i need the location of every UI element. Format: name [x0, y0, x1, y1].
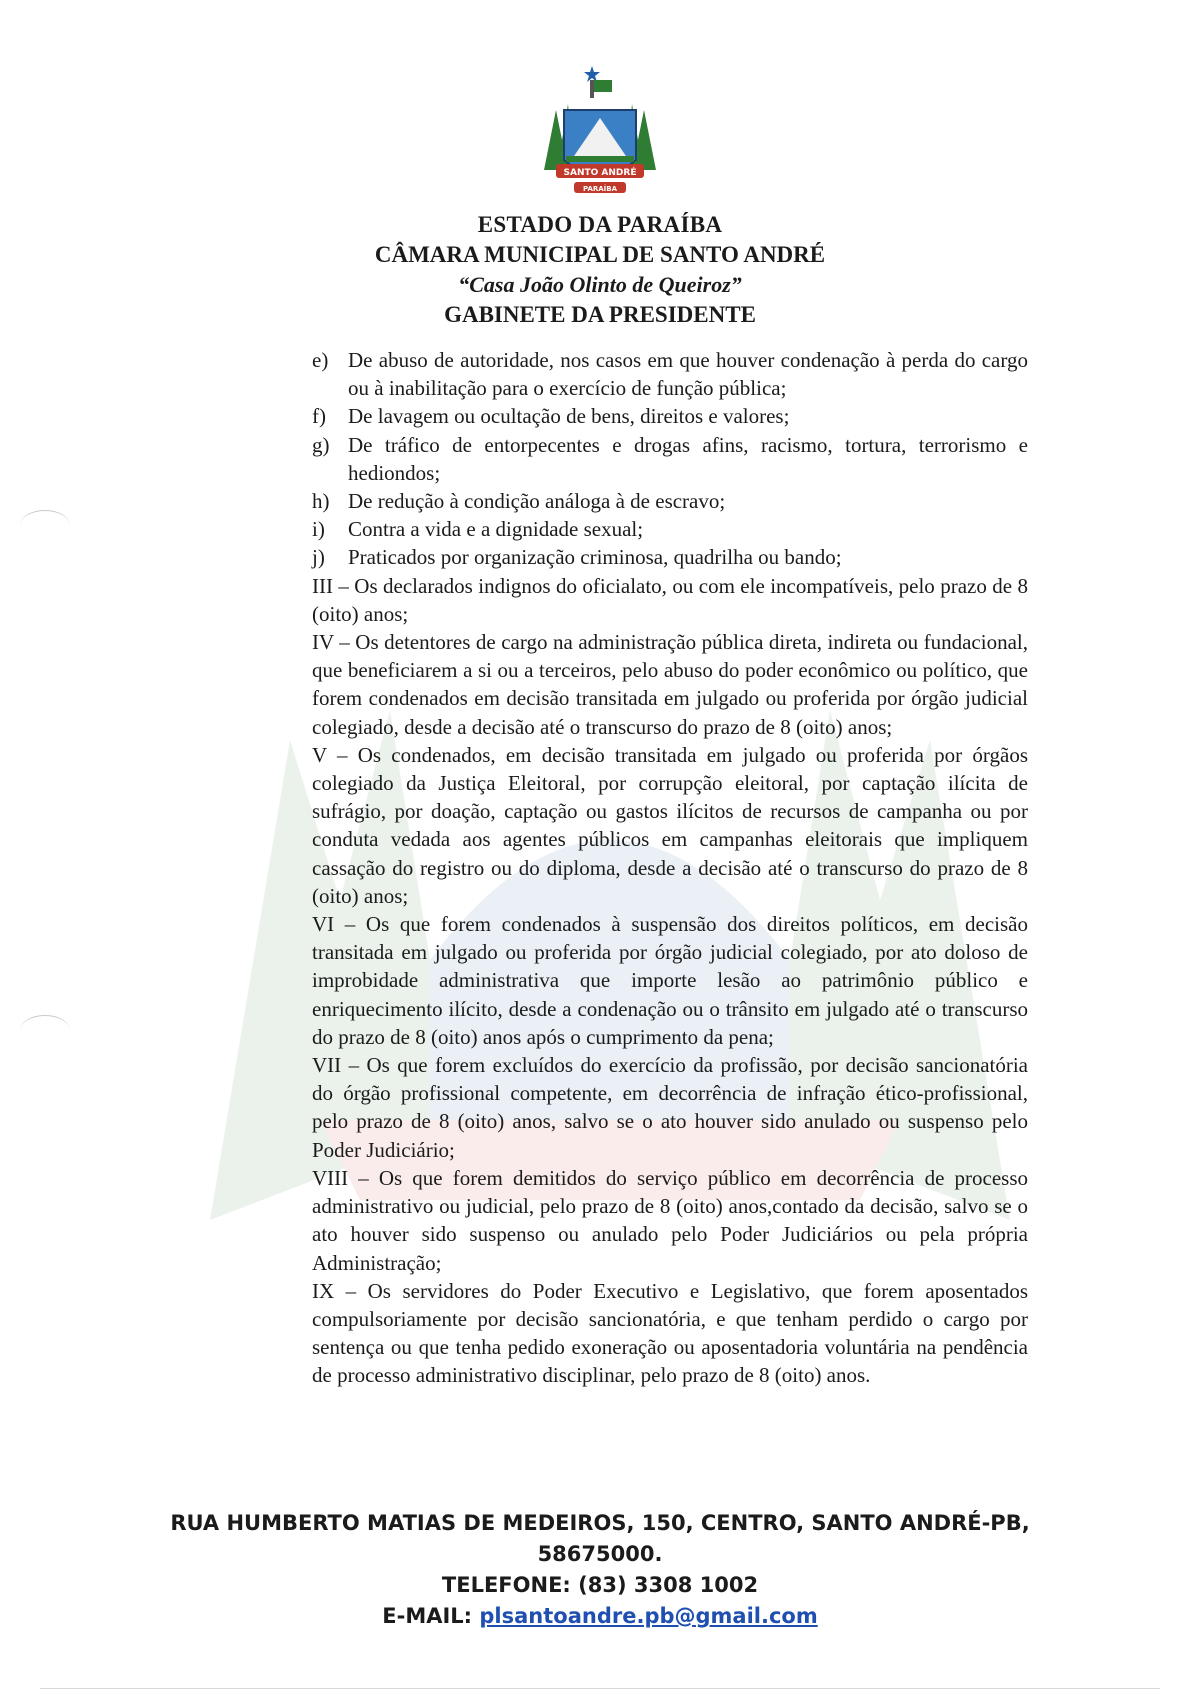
list-item-text: Praticados por organização criminosa, quadrilha ou bando;: [348, 545, 842, 570]
list-item-text: De redução à condição análoga à de escravo;: [348, 489, 726, 514]
list-item-text: De tráfico de entorpecentes e drogas afins, racismo, tortura, terrorismo e hediondos;: [348, 432, 1028, 485]
list-item: [312, 402, 1028, 430]
house-name: “Casa João Olinto de Queiroz”: [458, 272, 742, 297]
list-item-label: h): [312, 489, 330, 514]
office-heading: GABINETE DA PRESIDENTE: [444, 302, 756, 327]
paragraph-iii: III – Os declarados indignos do oficialato, ou com ele incompatíveis, pelo prazo de 8 (oito) anos;: [312, 573, 1028, 626]
list-item-text: Contra a vida e a dignidade sexual;: [348, 517, 644, 542]
paragraph-viii: VIII – Os que forem demitidos do serviço público em decorrência de processo administrativo ou judicial, pelo prazo de 8 (oito) anos,contado da decisão, salvo se o ato houver sido suspenso ou anulado pelo Poder Judiciários ou pela própria Administração;: [312, 1165, 1028, 1275]
paragraph-iv: IV – Os detentores de cargo na administração pública direta, indireta ou fundacional, que beneficiarem a si ou a terceiros, pelo abuso do poder econômico ou político, que forem condenados em decisão transitada em julgado ou proferida por órgão judicial colegiado, desde a decisão até o transcurso do prazo de 8 (oito) anos;: [312, 630, 1028, 739]
list-item-label: i): [312, 517, 325, 542]
document-body: [312, 346, 1028, 1390]
list-item: [312, 515, 1028, 543]
crest-banner-top: SANTO ANDRÉ: [563, 168, 637, 178]
scan-mark: [20, 510, 70, 541]
footer-zip: 58675000.: [537, 1542, 663, 1566]
list-item-label: g): [312, 432, 330, 457]
list-item-label: f): [312, 404, 326, 429]
letterhead: [0, 60, 1200, 330]
chamber-heading: CÂMARA MUNICIPAL DE SANTO ANDRÉ: [374, 242, 826, 267]
footer-email-label: E-MAIL:: [382, 1604, 473, 1628]
paragraph-vii: VII – Os que forem excluídos do exercício da profissão, por decisão sancionatória do órgão profissional competente, em decorrência de infração ético-profissional, pelo prazo de 8 (oito) anos, salvo se o ato houver sido anulado ou suspenso pelo Poder Judiciário;: [312, 1053, 1028, 1162]
state-heading: ESTADO DA PARAÍBA: [477, 212, 723, 237]
footer-contact: [0, 1508, 1200, 1632]
list-item: [312, 346, 1028, 402]
crest-banner-bottom: PARAÍBA: [582, 185, 618, 193]
paragraph-v: V – Os condenados, em decisão transitada em julgado ou proferida por órgãos colegiado da Justiça Eleitoral, por corrupção eleitoral, por captação ilícita de sufrágio, por doação, captação ou gastos ilícitos de recursos de campanha ou por conduta vedada aos agentes públicos em campanhas eleitorais que impliquem cassação do registro ou do diploma, desde a decisão até o transcurso do prazo de 8 (oito) anos;: [312, 742, 1028, 908]
list-item: [312, 543, 1028, 571]
scan-mark: [20, 1015, 70, 1046]
paragraph-ix: IX – Os servidores do Poder Executivo e Legislativo, que forem aposentados compulsoriamente por decisão sancionatória, e que tenham perdido o cargo por sentença ou que tenha pedido exoneração ou aposentadoria voluntária na pendência de processo administrativo disciplinar, pelo prazo de 8 (oito) anos.: [312, 1278, 1028, 1388]
list-item-text: De abuso de autoridade, nos casos em que houver condenação à perda do cargo ou à inabilitação para o exercício de função pública;: [348, 348, 1028, 401]
paragraph-vi: VI – Os que forem condenados à suspensão dos direitos políticos, em decisão transitada em julgado ou proferida por órgão judicial colegiado, por ato doloso de improbidade administrativa que importe lesão ao patrimônio público e enriquecimento ilícito, desde a condenação ou o trânsito em julgado até o transcurso do prazo de 8 (oito) anos após o cumprimento da pena;: [312, 912, 1028, 1049]
list-item-label: j): [312, 545, 325, 570]
page-bottom-rule: [40, 1688, 1160, 1689]
footer-phone: TELEFONE: (83) 3308 1002: [441, 1573, 759, 1597]
list-item: [312, 487, 1028, 515]
municipal-crest-icon: [530, 60, 670, 210]
email-link[interactable]: plsantoandre.pb@gmail.com: [479, 1604, 818, 1628]
footer-address: RUA HUMBERTO MATIAS DE MEDEIROS, 150, CENTRO, SANTO ANDRÉ-PB,: [170, 1511, 1030, 1535]
list-item: [312, 431, 1028, 487]
footer-email-line: [0, 1601, 1200, 1632]
list-item-label: e): [312, 348, 329, 372]
list-item-text: De lavagem ou ocultação de bens, direitos e valores;: [348, 404, 790, 429]
